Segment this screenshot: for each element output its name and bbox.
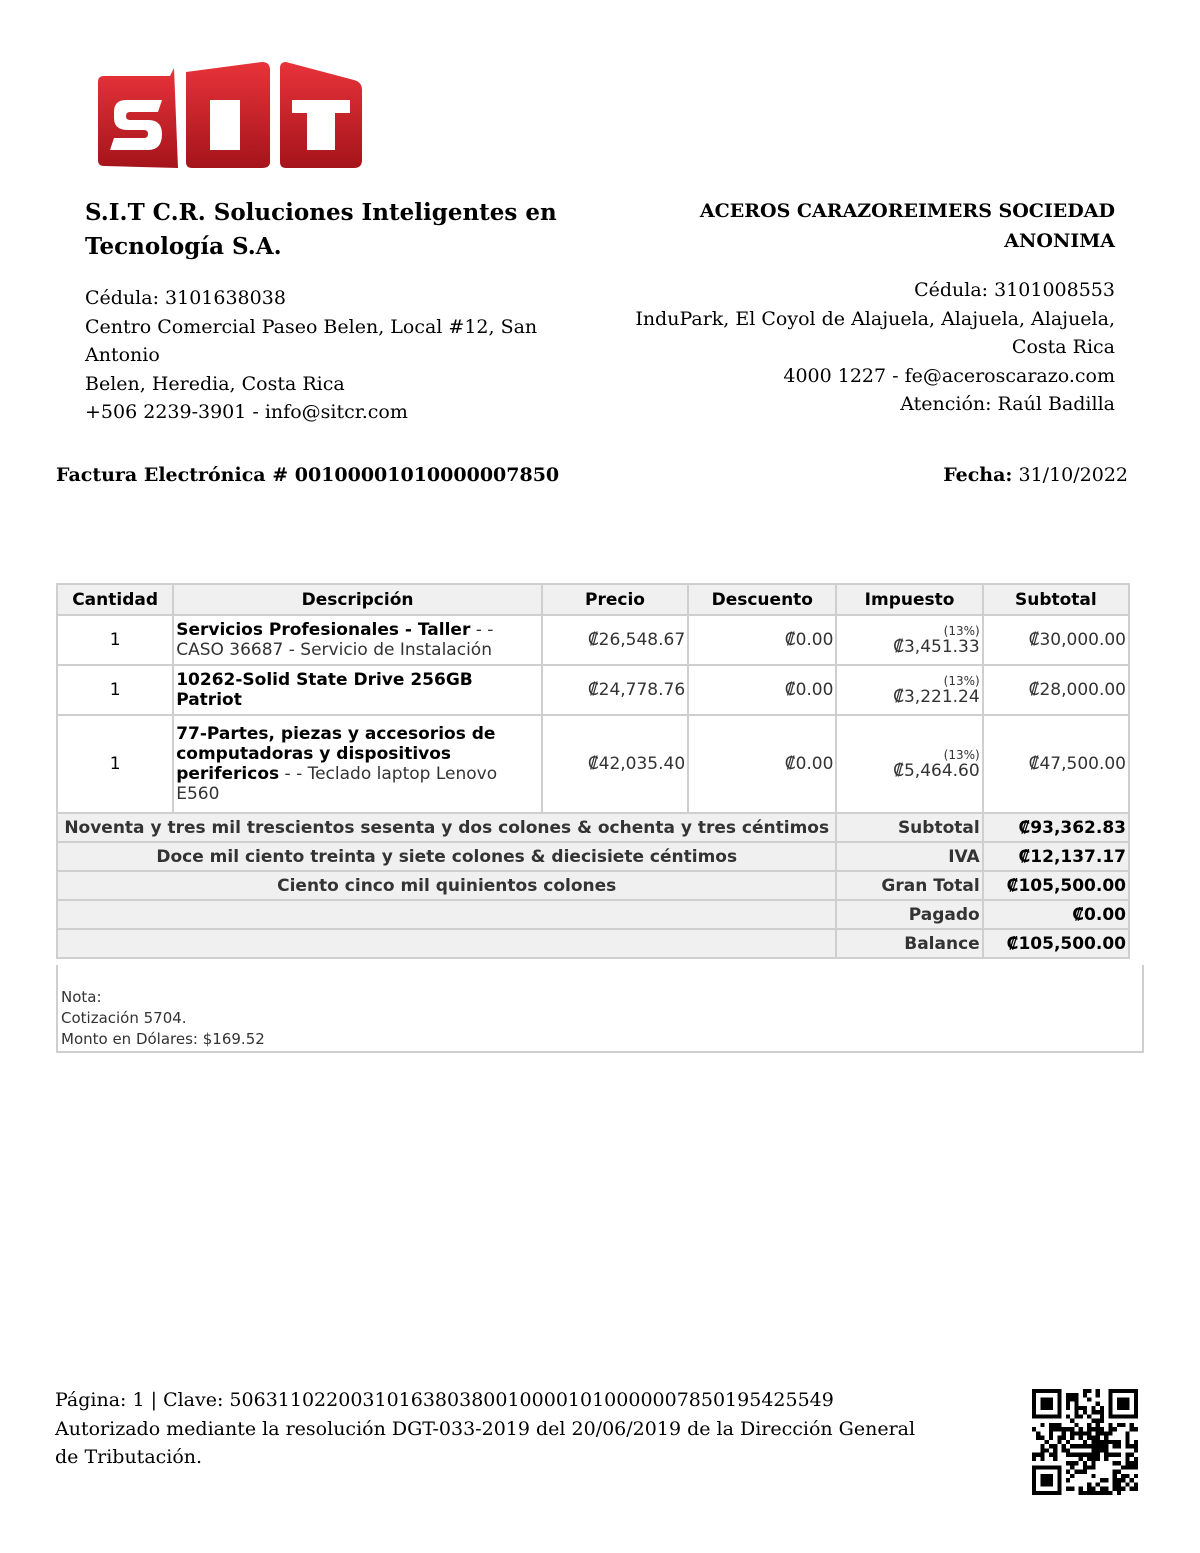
client-cedula: Cédula: 3101008553	[914, 279, 1115, 301]
header-subtotal: Subtotal	[983, 584, 1129, 615]
summary-row-pagado	[57, 900, 1129, 929]
row-title: Servicios Profesionales - Taller	[176, 620, 471, 640]
summary-label: Balance	[836, 929, 982, 958]
row-tax	[836, 715, 982, 813]
summary-value: ₡93,362.83	[983, 813, 1129, 842]
amount-in-words: Doce mil ciento treinta y siete colones & diecisiete céntimos	[57, 842, 836, 871]
row-tax	[836, 665, 982, 715]
client-block	[595, 196, 1115, 419]
logo-block-s	[98, 68, 178, 168]
header-precio: Precio	[542, 584, 688, 615]
row-price: ₡26,548.67	[542, 615, 688, 665]
summary-label: Pagado	[836, 900, 982, 929]
summary-row-iva	[57, 842, 1129, 871]
row-tax-rate: (13%)	[943, 673, 980, 688]
invoice-number: Factura Electrónica # 00100001010000007850	[56, 464, 560, 486]
footer-authorization: Autorizado mediante la resolución DGT-033-2019 del 20/06/2019 de la Dirección General de Tributación.	[55, 1417, 916, 1468]
amount-in-words: Ciento cinco mil quinientos colones	[57, 871, 836, 900]
summary-row-gran-total	[57, 871, 1129, 900]
company-logo	[92, 60, 364, 168]
client-contact: 4000 1227 - fe@aceroscarazo.com	[783, 364, 1115, 387]
table-row	[57, 665, 1129, 715]
row-tax-amount: ₡5,464.60	[893, 760, 980, 781]
row-tax-rate: (13%)	[943, 623, 980, 638]
issuer-address: Centro Comercial Paseo Belen, Local #12, San Antonio	[85, 315, 538, 366]
summary-value: ₡105,500.00	[983, 929, 1129, 958]
row-subtotal: ₡30,000.00	[983, 615, 1129, 665]
summary-row-subtotal	[57, 813, 1129, 842]
summary-label: Gran Total	[836, 871, 982, 900]
items-table	[56, 583, 1130, 959]
invoice-date	[943, 464, 1128, 486]
summary-label: Subtotal	[836, 813, 982, 842]
issuer-cedula: Cédula: 3101638038	[85, 287, 286, 309]
invoice-date-label: Fecha:	[943, 464, 1013, 486]
row-qty: 1	[57, 715, 173, 813]
note-line: Cotización 5704.	[61, 1009, 187, 1027]
row-detail: - - CASO 36687 - Servicio de Instalación	[176, 620, 494, 660]
row-discount: ₡0.00	[688, 715, 836, 813]
row-tax-amount: ₡3,221.24	[893, 686, 980, 707]
row-description	[173, 665, 542, 715]
summary-value: ₡12,137.17	[983, 842, 1129, 871]
header-descuento: Descuento	[688, 584, 836, 615]
issuer-city: Belen, Heredia, Costa Rica	[85, 372, 345, 395]
summary-value: ₡105,500.00	[983, 871, 1129, 900]
row-subtotal: ₡47,500.00	[983, 715, 1129, 813]
note-box	[56, 965, 1144, 1053]
summary-label: IVA	[836, 842, 982, 871]
row-description	[173, 615, 542, 665]
row-subtotal: ₡28,000.00	[983, 665, 1129, 715]
row-description	[173, 715, 542, 813]
issuer-block	[85, 196, 605, 427]
table-header-row	[57, 584, 1129, 615]
client-address: InduPark, El Coyol de Alajuela, Alajuela, Alajuela, Costa Rica	[635, 307, 1115, 358]
amount-in-words	[57, 929, 836, 958]
row-discount: ₡0.00	[688, 615, 836, 665]
note-label: Nota:	[61, 988, 102, 1006]
row-tax	[836, 615, 982, 665]
footer	[55, 1386, 935, 1472]
row-price: ₡42,035.40	[542, 715, 688, 813]
summary-row-balance	[57, 929, 1129, 958]
note-line: Monto en Dólares: $169.52	[61, 1030, 265, 1048]
row-title: 77-Partes, piezas y accesorios de computadoras y dispositivos perifericos	[176, 724, 496, 784]
row-discount: ₡0.00	[688, 665, 836, 715]
summary-value: ₡0.00	[983, 900, 1129, 929]
footer-page-key: Página: 1 | Clave: 50631102200310163803800100001010000007850195425549	[55, 1389, 834, 1411]
issuer-contact: +506 2239-3901 - info@sitcr.com	[85, 401, 408, 423]
row-tax-amount: ₡3,451.33	[893, 636, 980, 657]
client-attention: Atención: Raúl Badilla	[900, 393, 1115, 415]
row-qty: 1	[57, 615, 173, 665]
issuer-name: S.I.T C.R. Soluciones Inteligentes en Tecnología S.A.	[85, 199, 557, 260]
header-impuesto: Impuesto	[836, 584, 982, 615]
qr-code	[1032, 1388, 1138, 1496]
amount-in-words	[57, 900, 836, 929]
row-title: 10262-Solid State Drive 256GB Patriot	[176, 670, 473, 710]
row-qty: 1	[57, 665, 173, 715]
invoice-date-value: 31/10/2022	[1018, 464, 1128, 486]
row-tax-rate: (13%)	[943, 747, 980, 762]
row-price: ₡24,778.76	[542, 665, 688, 715]
amount-in-words: Noventa y tres mil trescientos sesenta y dos colones & ochenta y tres céntimos	[57, 813, 836, 842]
table-row	[57, 615, 1129, 665]
header-cantidad: Cantidad	[57, 584, 173, 615]
client-name: ACEROS CARAZOREIMERS SOCIEDAD ANONIMA	[699, 200, 1115, 252]
table-row	[57, 715, 1129, 813]
row-detail: - - Teclado laptop Lenovo E560	[176, 764, 498, 804]
header-descripcion: Descripción	[173, 584, 542, 615]
